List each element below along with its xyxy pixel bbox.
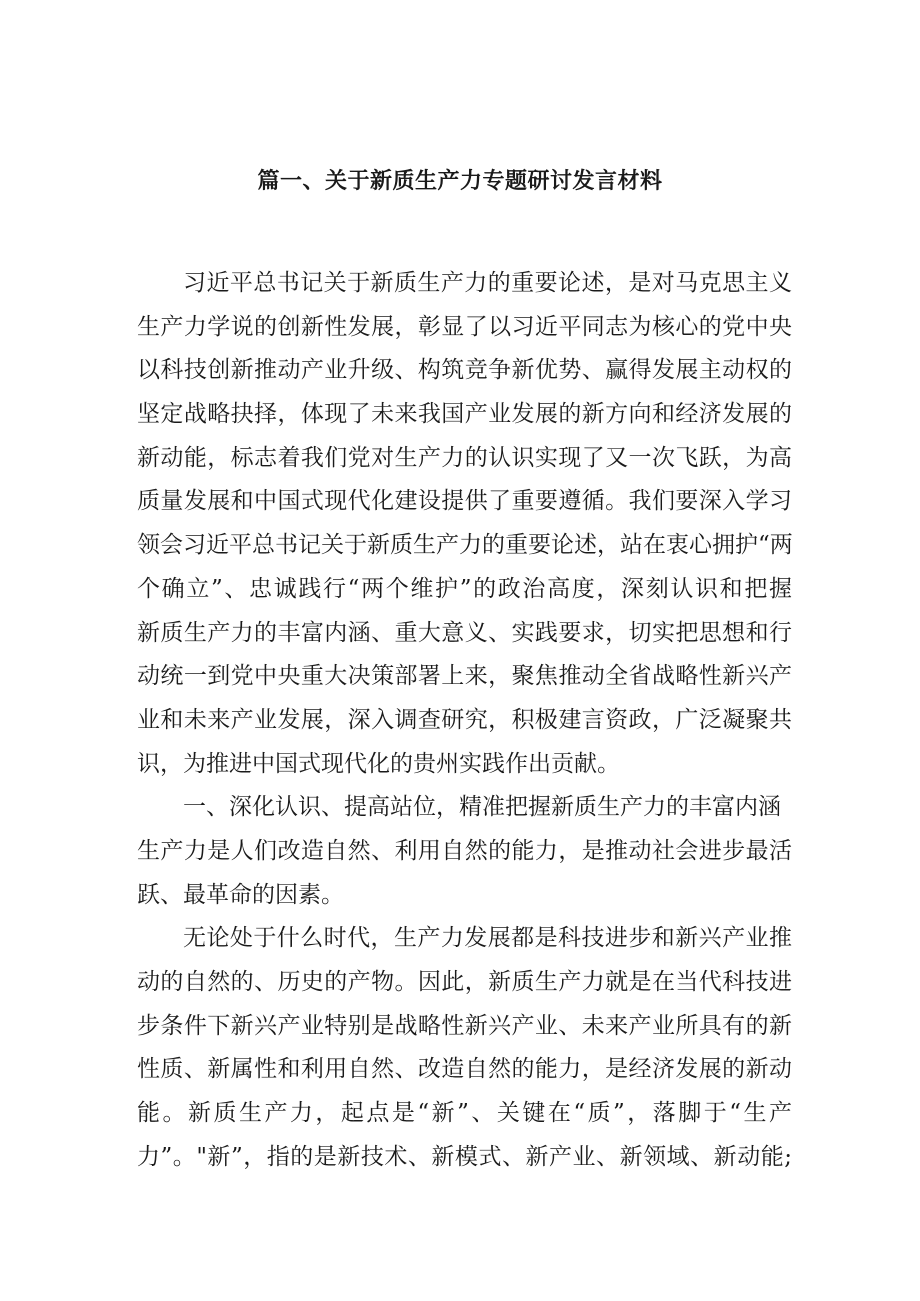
- text-line: 识，为推进中国式现代化的贵州实践作出贡献。: [137, 750, 620, 777]
- section-heading: 一、深化认识、提高站位，精准把握新质生产力的丰富内涵: [183, 794, 781, 821]
- text-line: 领会习近平总书记关于新质生产力的重要论述，站在衷心拥护“两: [137, 532, 793, 559]
- text-line: 新动能，标志着我们党对生产力的认识实现了又一次飞跃，为高: [137, 444, 792, 471]
- text-line: 步条件下新兴产业特别是战略性新兴产业、未来产业所具有的新: [137, 1012, 792, 1039]
- document-title: 篇一、关于新质生产力专题研讨发言材料: [257, 169, 663, 194]
- text-line: 动的自然的、历史的产物。因此，新质生产力就是在当代科技进: [137, 969, 792, 995]
- text-line: 新质生产力的丰富内涵、重大意义、实践要求，切实把思想和行: [137, 619, 792, 646]
- document-body: [137, 262, 792, 1179]
- text-line: 性质、新属性和利用自然、改造自然的能力，是经济发展的新动: [137, 1056, 792, 1083]
- text-line: 生产力学说的创新性发展，彰显了以习近平同志为核心的党中央: [137, 313, 792, 340]
- text-line: 业和未来产业发展，深入调查研究，积极建言资政，广泛凝聚共: [137, 706, 792, 733]
- text-line: 动统一到党中央重大决策部署上来，聚焦推动全省战略性新兴产: [137, 663, 792, 690]
- text-line: 质量发展和中国式现代化建设提供了重要遵循。我们要深入学习: [137, 488, 792, 515]
- text-line: 以科技创新推动产业升级、构筑竞争新优势、赢得发展主动权的: [137, 357, 792, 384]
- text-line: 跃、最革命的因素。: [137, 881, 344, 908]
- text-line: 习近平总书记关于新质生产力的重要论述，是对马克思主义: [183, 270, 792, 296]
- text-line: 坚定战略抉择，体现了未来我国产业发展的新方向和经济发展的: [137, 401, 792, 428]
- text-line: 能。新质生产力，起点是“新”、关键在“质”，落脚于“生产: [137, 1100, 792, 1127]
- text-line: 生产力是人们改造自然、利用自然的能力，是推动社会进步最活: [137, 837, 792, 864]
- text-line: 力”。"新”，指的是新技术、新模式、新产业、新领域、新动能;: [137, 1143, 792, 1170]
- text-line: 无论处于什么时代，生产力发展都是科技进步和新兴产业推: [183, 925, 792, 952]
- text-line: 个确立”、忠诚践行“两个维护”的政治高度，深刻认识和把握: [137, 575, 792, 602]
